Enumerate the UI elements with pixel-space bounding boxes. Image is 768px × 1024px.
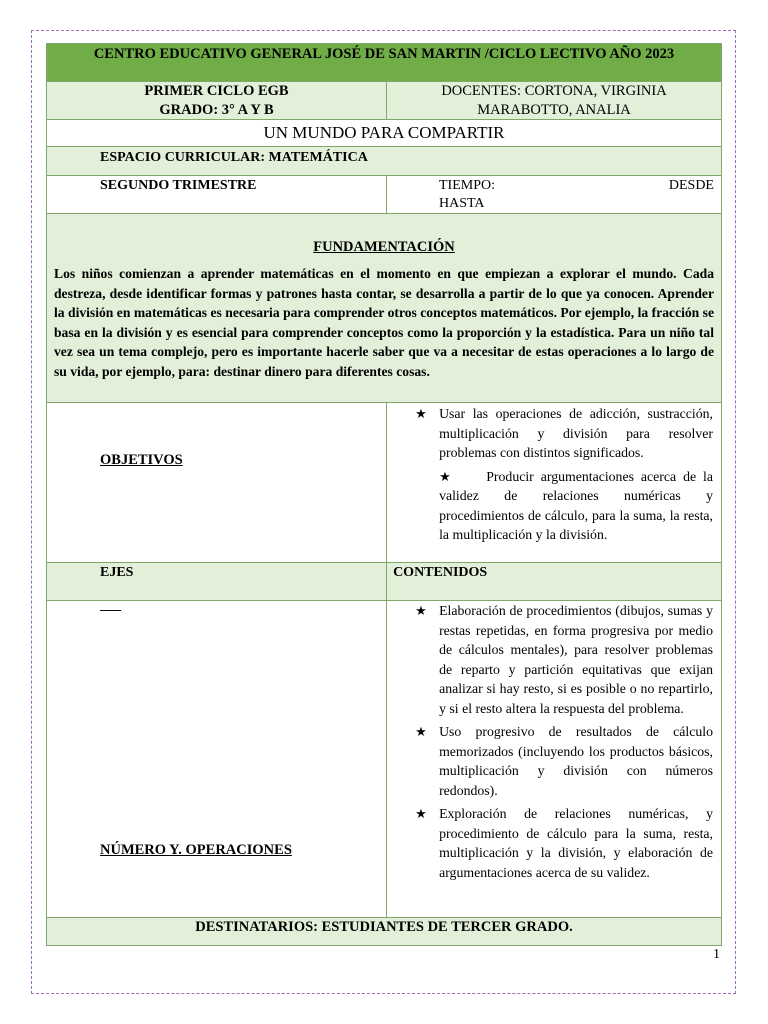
contenidos-list bbox=[387, 601, 721, 882]
star-bullet-icon: ★ bbox=[439, 468, 455, 484]
planning-table bbox=[46, 43, 722, 946]
objetivo-item: ★ Usar las operaciones de adicción, sustracción, multiplicación y división para resolver problemas con distintos significados. bbox=[415, 406, 713, 460]
destinatarios-row bbox=[46, 918, 722, 946]
time-from: DESDE bbox=[668, 178, 714, 193]
fundamentacion-body: Los niños comienzan a aprender matemáticas en el momento en que empiezan a explorar el mundo. Cada destreza, desde identificar formas y patrones hasta contar, se desarrolla a partir de lo que ya conocen. Aprender la división en matemáticas es necesaria para comprender otros conceptos matemáticos. Por ejemplo, la fracción se basa en la división y es esencial para comprender conceptos como la proporción y la estadística. Para un niño tal vez sea un tema complejo, pero es importante hacerle saber que va a necesitar de estas operaciones a lo largo de su vida, por ejemplo, para: destinar dinero para diferentes cosas. bbox=[54, 266, 714, 379]
school-title-row bbox=[46, 43, 722, 82]
objetivos-row bbox=[46, 403, 722, 563]
school-title: CENTRO EDUCATIVO GENERAL JOSÉ DE SAN MARTIN /CICLO LECTIVO AÑO 2023 bbox=[93, 46, 675, 62]
page-number: 1 bbox=[713, 947, 720, 962]
fundamentacion-cell bbox=[47, 214, 721, 402]
contenidos-header: CONTENIDOS bbox=[386, 563, 721, 600]
ejes-contenidos-header-row bbox=[46, 563, 722, 601]
grade-row bbox=[46, 82, 722, 120]
unit-title-row bbox=[46, 120, 722, 147]
star-bullet-icon: ★ bbox=[415, 603, 427, 618]
teachers-cell bbox=[386, 82, 721, 119]
objetivos-list bbox=[387, 403, 721, 545]
unit-title: UN MUNDO PARA COMPARTIR bbox=[263, 123, 505, 142]
star-bullet-icon: ★ bbox=[415, 806, 427, 821]
teachers-line-1: DOCENTES: CORTONA, VIRGINIA bbox=[441, 83, 667, 99]
teachers-line-2: MARABOTTO, ANALIA bbox=[477, 102, 631, 118]
curricular-space: ESPACIO CURRICULAR: MATEMÁTICA bbox=[100, 150, 368, 165]
trimester-label: SEGUNDO TRIMESTRE bbox=[100, 178, 257, 193]
time-cell bbox=[386, 176, 721, 213]
objetivos-list-cell bbox=[386, 403, 721, 562]
time-label: TIEMPO: bbox=[438, 178, 495, 193]
eje-cell bbox=[47, 598, 386, 917]
fundamentacion-row bbox=[46, 214, 722, 403]
eje-dash: ___ bbox=[100, 598, 121, 613]
eje-name: NÚMERO Y. OPERACIONES bbox=[100, 842, 292, 858]
contenido-item: ★ Exploración de relaciones numéricas, y procedimiento de cálculo para la suma, resta, multiplicación y la división, y elaboración de argumentaciones acerca de su validez. bbox=[415, 806, 713, 880]
cycle-label: PRIMER CICLO EGB bbox=[144, 83, 289, 99]
cycle-grade-cell bbox=[47, 82, 386, 119]
star-bullet-icon: ★ bbox=[415, 406, 427, 421]
time-to: HASTA bbox=[438, 196, 485, 211]
star-bullet-icon: ★ bbox=[415, 724, 427, 739]
fundamentacion-title: FUNDAMENTACIÓN bbox=[313, 239, 455, 255]
curricular-space-row bbox=[46, 147, 722, 176]
trimester-row bbox=[46, 176, 722, 214]
objetivos-label: OBJETIVOS bbox=[100, 452, 183, 468]
contenidos-row bbox=[46, 598, 722, 918]
contenidos-list-cell bbox=[386, 601, 721, 917]
grade-label: GRADO: 3° A Y B bbox=[159, 102, 274, 118]
destinatarios: DESTINATARIOS: ESTUDIANTES DE TERCER GRADO. bbox=[195, 919, 573, 935]
contenido-item: ★ Elaboración de procedimientos (dibujos, sumas y restas repetidas, en forma progresiva por medio de cálculos mentales), para resolver problemas de reparto y partición equitativas que exijan analizar si hay resto, si es posible o no repartirlo, y si el resto altera la respuesta del problema. bbox=[415, 603, 713, 716]
contenido-item: ★ Uso progresivo de resultados de cálculo memorizados (incluyendo los productos básicos, multiplicación y división con números redondos). bbox=[415, 724, 713, 798]
objetivos-label-cell bbox=[47, 403, 386, 562]
ejes-header: EJES bbox=[100, 565, 134, 580]
objetivo-item: ★ Producir argumentaciones acerca de la validez de relaciones numéricas y procedimientos de cálculo, para la suma, la resta, la multiplicación y la división. bbox=[439, 468, 714, 542]
